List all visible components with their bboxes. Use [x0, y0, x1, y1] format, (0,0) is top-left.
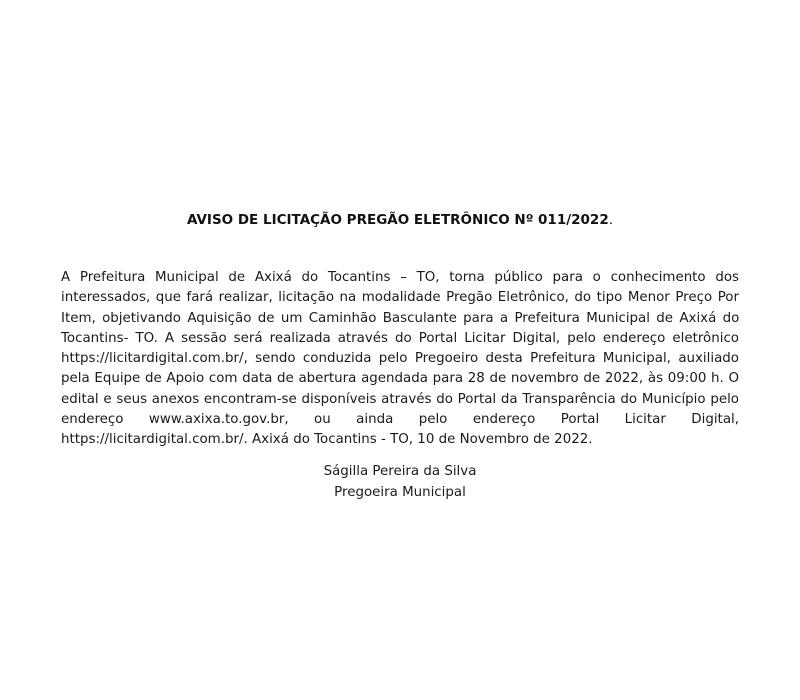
signatory-name: Ságilla Pereira da Silva — [323, 464, 477, 479]
title-text: AVISO DE LICITAÇÃO PREGÃO ELETRÔNICO Nº 011/2022 — [186, 212, 609, 228]
body-line: A Prefeitura Municipal de Axixá do Tocantins – TO, torna público para o conhecimento dos — [61, 270, 739, 285]
body-line: Tocantins- TO. A sessão será realizada através do Portal Licitar Digital, pelo endereço eletrônico — [61, 330, 739, 346]
body-line: https://licitardigital.com.br/. Axixá do Tocantins - TO, 10 de Novembro de 2022. — [61, 432, 593, 448]
body-line: Item, objetivando Aquisição de um Caminhão Basculante para a Prefeitura Municipal de Axixá do — [61, 310, 740, 326]
body-line: edital e seus anexos encontram-se disponíveis através do Portal da Transparência do Município pelo — [61, 391, 739, 407]
document-title — [0, 212, 800, 228]
body-line: https://licitardigital.com.br/, sendo conduzida pelo Pregoeiro desta Prefeitura Municipal, auxiliado — [61, 351, 739, 367]
signature-block — [0, 462, 800, 503]
signatory-role: Pregoeira Municipal — [334, 484, 466, 500]
title-period: . — [608, 212, 614, 228]
body-line: interessados, que fará realizar, licitação na modalidade Pregão Eletrônico, do tipo Menor Preço Por — [61, 290, 739, 306]
body-line: pela Equipe de Apoio com data de abertura agendada para 28 de novembro de 2022, às 09:00 h. O — [61, 371, 740, 387]
body-line: endereço www.axixa.to.gov.br, ou ainda pelo endereço Portal Licitar Digital, — [61, 412, 739, 428]
notice-body — [61, 268, 739, 451]
